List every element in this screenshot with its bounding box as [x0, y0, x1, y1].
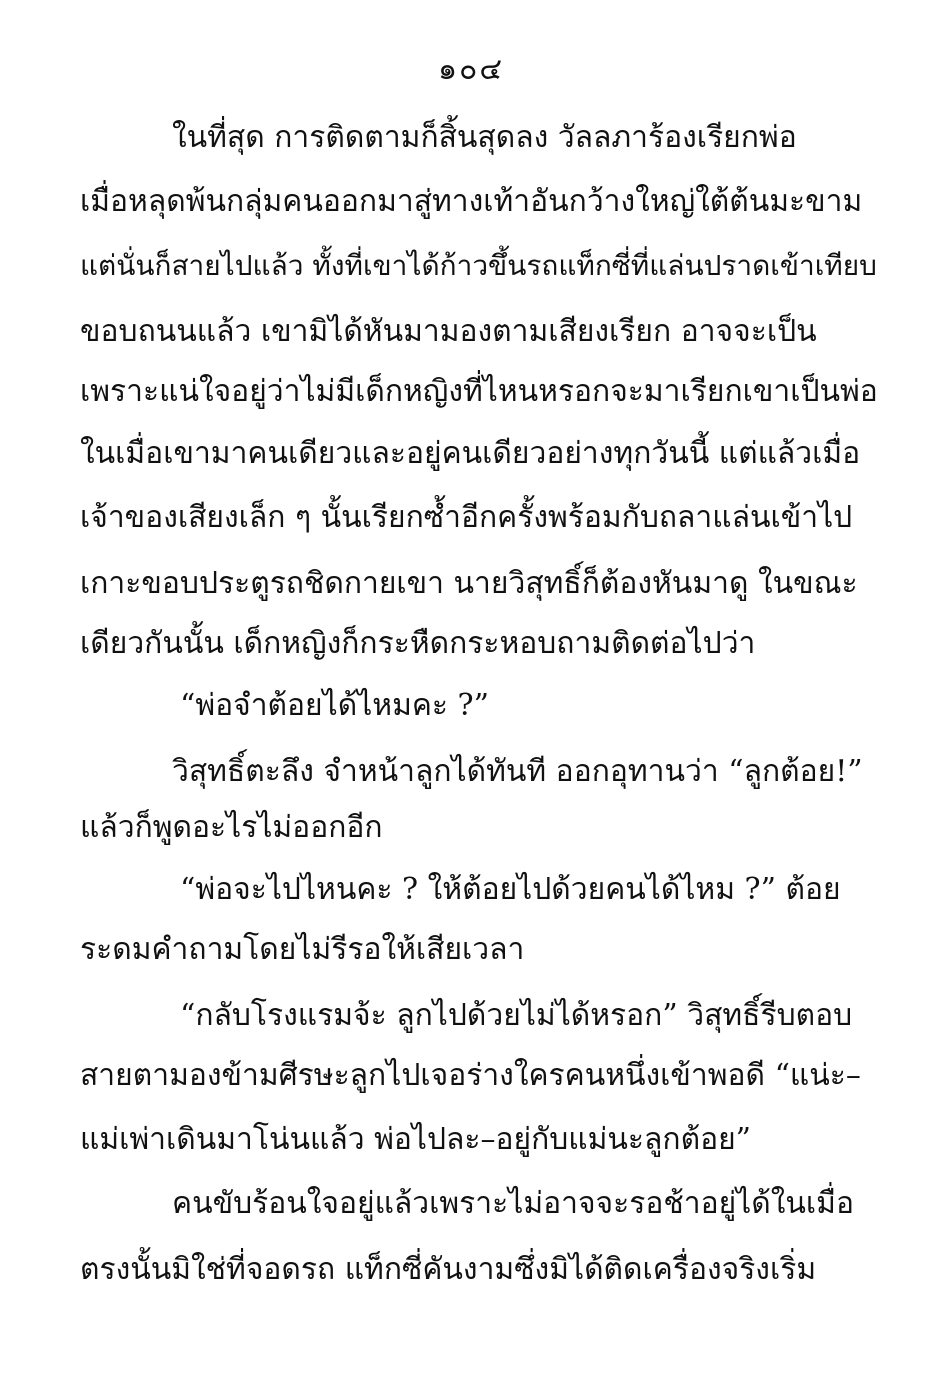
- page-number: ๑๐๔: [437, 52, 505, 87]
- text-line: “กลับโรงแรมจ้ะ ลูกไปด้วยไม่ได้หรอก” วิสุทธิ์รีบตอบ: [180, 998, 853, 1033]
- text-line: เพราะแน่ใจอยู่ว่าไม่มีเด็กหญิงที่ไหนหรอกจะมาเรียกเขาเป็นพ่อ: [80, 374, 878, 409]
- text-line: วิสุทธิ์ตะลึง จำหน้าลูกได้ทันที ออกอุทานว่า “ลูกต้อย!”: [172, 754, 863, 789]
- text-line: เกาะขอบประตูรถชิดกายเขา นายวิสุทธิ์ก็ต้องหันมาดู ในขณะ: [80, 566, 858, 601]
- text-line: คนขับร้อนใจอยู่แล้วเพราะไม่อาจจะรอช้าอยู่ได้ในเมื่อ: [172, 1186, 854, 1221]
- text-line: เมื่อหลุดพ้นกลุ่มคนออกมาสู่ทางเท้าอันกว้างใหญ่ใต้ต้นมะขาม: [80, 184, 863, 219]
- text-line: ตรงนั้นมิใช่ที่จอดรถ แท็กซี่คันงามซึ่งมิได้ติดเครื่องจริงเริ่ม: [80, 1252, 817, 1287]
- text-line: ระดมคำถามโดยไม่รีรอให้เสียเวลา: [80, 932, 525, 967]
- text-line: แล้วก็พูดอะไรไม่ออกอีก: [80, 810, 383, 845]
- text-line: ขอบถนนแล้ว เขามิได้หันมามองตามเสียงเรียก อาจจะเป็น: [80, 314, 817, 349]
- text-line: เจ้าของเสียงเล็ก ๆ นั้นเรียกซ้ำอีกครั้งพร้อมกับถลาแล่นเข้าไป: [80, 500, 853, 535]
- text-line: สายตามองข้ามศีรษะลูกไปเจอร่างใครคนหนึ่งเข้าพอดี “แน่ะ–: [80, 1058, 861, 1093]
- text-line: ในเมื่อเขามาคนเดียวและอยู่คนเดียวอย่างทุกวันนี้ แต่แล้วเมื่อ: [80, 436, 861, 471]
- text-line: เดียวกันนั้น เด็กหญิงก็กระหืดกระหอบถามติดต่อไปว่า: [80, 626, 756, 661]
- text-line: “พ่อจำต้อยได้ไหมคะ ?”: [180, 688, 489, 723]
- text-line: “พ่อจะไปไหนคะ ? ให้ต้อยไปด้วยคนได้ไหม ?” ต้อย: [180, 872, 841, 907]
- text-line: แม่เพ่าเดินมาโน่นแล้ว พ่อไปละ–อยู่กับแม่นะลูกต้อย”: [80, 1122, 752, 1157]
- text-line: แต่นั่นก็สายไปแล้ว ทั้งที่เขาได้ก้าวขึ้นรถแท็กซี่ที่แล่นปราดเข้าเทียบ: [80, 249, 877, 282]
- text-line: ในที่สุด การติดตามก็สิ้นสุดลง วัลลภาร้องเรียกพ่อ: [172, 120, 797, 155]
